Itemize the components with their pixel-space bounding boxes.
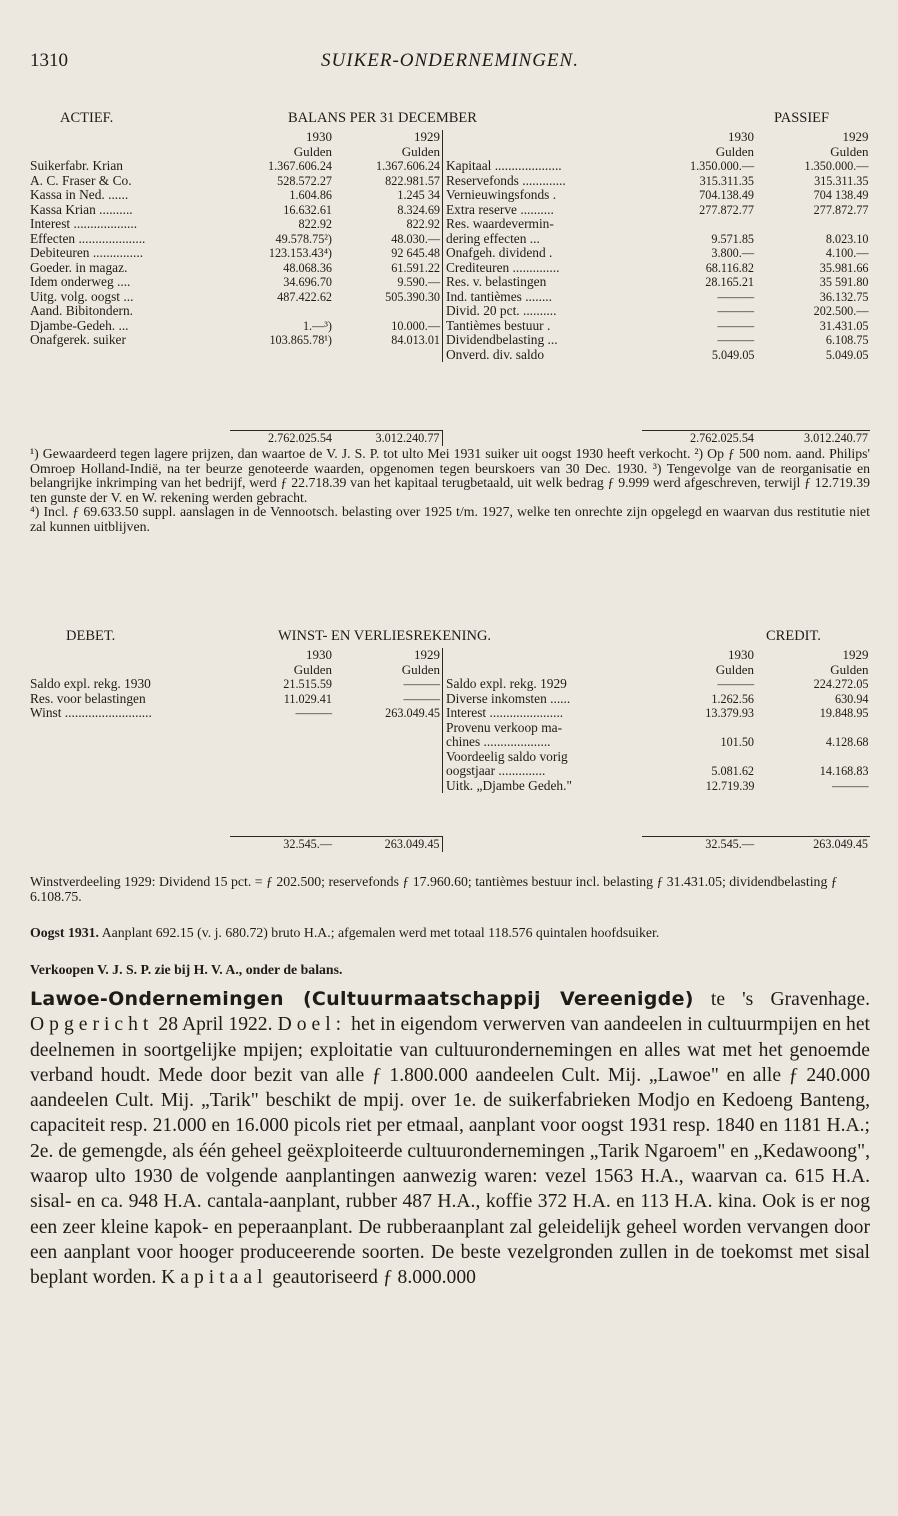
amount-1929: ———: [831, 778, 869, 793]
amount-1929: [334, 304, 442, 319]
amount-1930: 11.029.41: [283, 691, 332, 706]
amount-1930: 68.116.82: [705, 260, 754, 275]
harvest-label: Oogst 1931.: [30, 925, 99, 940]
amount-1930: ———: [717, 333, 754, 347]
assets-rows: [30, 159, 442, 348]
credit-row: [443, 779, 871, 794]
credit-row: [443, 692, 871, 707]
liabilities-total-1930: 2.762.025.54: [642, 431, 756, 446]
row-label: dering effecten ...: [443, 232, 643, 247]
amount-1930: ———: [295, 706, 332, 720]
sales-note: [30, 962, 870, 977]
assets-table: [30, 130, 442, 348]
debit-table: [30, 648, 442, 721]
liability-row: [443, 290, 871, 305]
row-label: Res. v. belastingen: [443, 275, 643, 290]
amount-1930: 315.311.35: [699, 173, 754, 188]
assets-total-1929: 3.012.240.77: [334, 431, 442, 446]
company-entry: [30, 987, 870, 1291]
row-label: Onafgerek. suiker: [30, 333, 126, 347]
asset-row: [30, 232, 442, 247]
asset-row: [30, 290, 442, 305]
pl-right-title: CREDIT.: [766, 628, 821, 644]
amount-1930: 48.068.36: [283, 260, 332, 275]
amount-1930: 5.081.62: [711, 764, 754, 778]
amount-1929: 14.168.83: [819, 764, 869, 778]
year-header: 1929: [842, 648, 869, 662]
row-label: Goeder. in magaz.: [30, 260, 128, 275]
doel-label: Doel:: [277, 1014, 347, 1036]
credit-total-1930: 32.545.—: [642, 837, 756, 852]
opgericht-date: 28 April 1922.: [153, 1014, 278, 1036]
currency-header: Gulden: [401, 144, 440, 159]
amount-1930: 487.422.62: [277, 289, 332, 304]
amount-1930: 28.165.21: [705, 275, 754, 289]
amount-1930: 49.578.75²): [275, 231, 332, 246]
amount-1929: 704 138.49: [813, 188, 869, 202]
balance-right-title: PASSIEF: [774, 110, 830, 126]
asset-row: [30, 275, 442, 290]
pl-totals: [30, 836, 870, 852]
amount-1930: 16.632.61: [283, 202, 332, 217]
row-label: Saldo expl. rekg. 1930: [30, 677, 151, 691]
credit-table: [442, 648, 871, 793]
amount-1929: 10.000.—: [391, 318, 440, 333]
amount-1929: 263.049.45: [385, 706, 440, 720]
amount-1929: [757, 217, 871, 232]
amount-1929: 1.367.606.24: [376, 159, 440, 173]
amount-1929: 35.981.66: [819, 260, 869, 275]
debit-row: [30, 706, 442, 721]
year-header: 1930: [728, 130, 754, 144]
amount-1929: 4.128.68: [825, 735, 869, 749]
year-header: 1929: [842, 130, 869, 144]
row-label: Ind. tantièmes ........: [443, 290, 643, 305]
row-label: Diverse inkomsten ......: [443, 692, 643, 707]
amount-1929: 8.023.10: [825, 231, 869, 246]
credit-row: [443, 764, 871, 779]
liability-row: [443, 174, 871, 189]
row-label: Aand. Bibitondern.: [30, 304, 134, 318]
currency-header: Gulden: [293, 662, 332, 677]
asset-row: [30, 203, 442, 218]
amount-1929: 630.94: [834, 691, 869, 706]
credit-row: [443, 750, 871, 765]
year-header: 1929: [414, 130, 440, 144]
credit-rows: [443, 677, 871, 793]
liability-row: [443, 246, 871, 261]
currency-header: Gulden: [830, 144, 869, 159]
amount-1930: 13.379.93: [705, 706, 754, 720]
credit-row: [443, 735, 871, 750]
row-label: Tantièmes bestuur .: [443, 319, 643, 334]
row-label: Divid. 20 pct. ..........: [443, 304, 643, 319]
row-label: Crediteuren ..............: [443, 261, 643, 276]
amount-1930: 1.604.86: [289, 188, 332, 202]
page-header: [30, 50, 870, 76]
currency-header: Gulden: [830, 662, 869, 677]
amount-1930: 822.92: [298, 217, 332, 231]
footnote: ⁴) Incl. ƒ 69.633.50 suppl. aanslagen in de Vennootsch. belasting over 1925 t/m. 1927, welke ten onrechte zijn opgelegd en waarvan dus restitutie niet zal kunnen uitblijven.: [30, 504, 870, 534]
amount-1930: 12.719.39: [705, 778, 755, 793]
amount-1930: 103.865.78¹): [269, 333, 332, 347]
amount-1929: 202.500.—: [813, 304, 869, 318]
amount-1930: 34.696.70: [283, 275, 332, 289]
asset-row: [30, 304, 442, 319]
asset-row: [30, 261, 442, 276]
amount-1929: 61.591.22: [391, 260, 440, 275]
row-label: chines ....................: [443, 735, 643, 750]
debit-total-1929: 263.049.45: [334, 837, 442, 852]
amount-1929: ———: [403, 677, 440, 691]
liability-row: [443, 275, 871, 290]
amount-1929: 1.245 34: [397, 188, 440, 202]
balance-center-title: BALANS PER 31 DECEMBER: [288, 110, 477, 126]
debit-row: [30, 677, 442, 692]
amount-1929: 8.324.69: [397, 202, 440, 217]
debit-head: [30, 648, 442, 677]
row-label: Uitk. „Djambe Gedeh.": [443, 779, 643, 794]
row-label: Voordeelig saldo vorig: [443, 750, 643, 765]
amount-1929: ———: [403, 691, 440, 706]
company-description: het in eigendom verwerven van aandeelen in cultuurmpijen en het deelnemen in soortgelijke mpijen; exploitatie van cultuurondernemingen en alles wat met het genoemde verband houdt. Mede door bezit van alle ƒ 1.800.000 aandeelen Cult. Mij. „Lawoe" en alle ƒ 240.000 aandeelen Cult. Mij. „Tarik" beschikt de mpij. over 1e. de suikerfabrieken Modjo en Kedoeng Banteng, capaciteit resp. 21.000 en 16.000 picols riet per etmaal, aanplant voor oogst 1931 resp. 1840 en 1181 H.A.; 2e. de gemengde, als één geheel geëxploiteerde cultuurondernemingen „Tarik Ngaroem" en „Kedawoong", waarop ulto 1930 de volgende aanplantingen aanwezig waren: vezel 1563 H.A., waarvan ca. 615 H.A. sisal- en ca. 948 H.A. cantala-aanplant, rubber 487 H.A., koffie 372 H.A. en 113 H.A. kina. Ook is er nog een zeer kleine kapok- en peperaanplant. De rubberaanplant zal geleidelijk geheel worden vervangen door een aanplant voor hooger produceerende soorten. De beste vezelgronden zullen in de toekomst met sisal beplant worden.: [30, 1014, 870, 1289]
liability-row: [443, 319, 871, 334]
row-label: Vernieuwingsfonds .: [443, 188, 643, 203]
footnote: ¹) Gewaardeerd tegen lagere prijzen, dan waartoe de V. J. S. P. tot ulto Mei 1931 suiker uit oogst 1930 heeft verkocht. ²) Op ƒ 500 nom. aand. Philips' Omroep Holland-Indië, na ter beurze genoteerde waarden, opgenomen tegen beurskoers van 30 Dec. 1930. ³) Tengevolge van de reorganisatie en belangrijke inkrimping van het bedrijf, werd ƒ 22.718.39 van het kapitaal terugbetaald, uit welk bedrag ƒ 9.999 werd afgeschreven, terwijl ƒ 12.719.39 ten gunste der V. en W. rekening werden gebracht.: [30, 446, 870, 505]
row-label: Idem onderweg ....: [30, 275, 131, 289]
liability-row: [443, 159, 871, 174]
row-label: Onverd. div. saldo: [443, 348, 643, 363]
amount-1930: 704.138.49: [699, 188, 754, 202]
year-header: 1929: [414, 648, 440, 662]
amount-1930: 1.350.000.—: [690, 159, 754, 173]
company-name: Lawoe-Ondernemingen (Cultuurmaatschappij Vereenigde): [30, 988, 694, 1010]
balance-totals: [30, 430, 870, 446]
row-label: Kapitaal ....................: [443, 159, 643, 174]
amount-1930: [230, 304, 334, 319]
amount-1930: 277.872.77: [699, 202, 754, 217]
credit-total-1929: 263.049.45: [756, 837, 870, 852]
kapitaal-text: geautoriseerd ƒ 8.000.000: [267, 1267, 476, 1289]
opgericht-label: Opgericht: [30, 1014, 154, 1036]
amount-1930: 5.049.05: [711, 347, 755, 362]
liability-row: [443, 261, 871, 276]
debit-row: [30, 692, 442, 707]
asset-row: [30, 333, 442, 348]
amount-1929: 48.030.—: [391, 231, 440, 246]
asset-row: [30, 188, 442, 203]
row-label: Kassa Krian ..........: [30, 202, 133, 217]
amount-1929: 4.100.—: [825, 246, 869, 260]
amount-1930: ———: [717, 318, 754, 333]
profit-distribution-text: Winstverdeeling 1929: Dividend 15 pct. = ƒ 202.500; reservefonds ƒ 17.960.60; tantièmes bestuur incl. belasting ƒ 31.431.05; dividendbelasting ƒ 6.108.75.: [30, 874, 838, 904]
amount-1929: 822.981.57: [385, 173, 440, 188]
running-title: SUIKER-ONDERNEMINGEN.: [321, 50, 579, 71]
row-label: Reservefonds .............: [443, 174, 643, 189]
assets-head: [30, 130, 442, 159]
liabilities-table: [442, 130, 871, 362]
amount-1929: 6.108.75: [825, 333, 869, 347]
amount-1929: 92 645.48: [391, 246, 440, 260]
row-label: Provenu verkoop ma-: [443, 721, 643, 736]
amount-1930: [643, 750, 757, 765]
asset-row: [30, 217, 442, 232]
year-header: 1930: [728, 648, 754, 662]
amount-1930: [643, 217, 757, 232]
row-label: Uitg. volg. oogst ...: [30, 289, 134, 304]
liabilities-head: [443, 130, 871, 159]
row-label: Res. waardevermin-: [443, 217, 643, 232]
amount-1930: 9.571.85: [711, 231, 754, 246]
debit-rows: [30, 677, 442, 721]
profit-loss-account: [30, 628, 870, 858]
row-label: Djambe-Gedeh. ...: [30, 318, 129, 333]
row-label: Extra reserve ..........: [443, 203, 643, 218]
amount-1930: 1.262.56: [711, 691, 754, 706]
sales-text: Verkoopen V. J. S. P. zie bij H. V. A., onder de balans.: [30, 962, 343, 977]
liability-row: [443, 217, 871, 232]
amount-1929: 35 591.80: [819, 275, 869, 289]
amount-1929: 505.390.30: [385, 289, 440, 304]
amount-1930: 528.572.27: [277, 173, 332, 188]
amount-1930: 1.—³): [302, 318, 332, 333]
kapitaal-label: Kapitaal: [161, 1267, 268, 1289]
row-label: oogstjaar ..............: [443, 764, 643, 779]
amount-1930: [643, 721, 757, 736]
amount-1929: 822.92: [406, 217, 440, 231]
amount-1929: 315.311.35: [814, 173, 869, 188]
row-label: Suikerfabr. Krian: [30, 159, 123, 173]
pl-center-title: WINST- EN VERLIESREKENING.: [278, 628, 492, 644]
amount-1930: 101.50: [720, 735, 754, 749]
amount-1930: ———: [717, 677, 754, 691]
credit-row: [443, 677, 871, 692]
liabilities-rows: [443, 159, 871, 362]
amount-1929: 36.132.75: [819, 289, 869, 304]
liability-row: [443, 333, 871, 348]
liability-row: [443, 203, 871, 218]
amount-1929: 1.350.000.—: [804, 159, 869, 173]
assets-total-1930: 2.762.025.54: [230, 431, 334, 446]
amount-1929: 5.049.05: [825, 347, 869, 362]
liabilities-total-1929: 3.012.240.77: [756, 431, 870, 446]
credit-row: [443, 721, 871, 736]
amount-1929: [757, 721, 871, 736]
debit-total-1930: 32.545.—: [230, 837, 334, 852]
company-seat: te 's Gravenhage.: [693, 989, 870, 1010]
year-header: 1930: [306, 130, 332, 144]
row-label: Winst ..........................: [30, 706, 152, 720]
credit-head: [443, 648, 871, 677]
currency-header: Gulden: [293, 144, 332, 159]
row-label: Saldo expl. rekg. 1929: [443, 677, 643, 692]
amount-1929: [757, 750, 871, 765]
amount-1930: ———: [717, 289, 754, 304]
amount-1930: 123.153.43⁴): [268, 246, 332, 260]
harvest-text: Aanplant 692.15 (v. j. 680.72) bruto H.A.; afgemalen werd met totaal 118.576 quintalen hoofdsuiker.: [99, 925, 660, 940]
amount-1930: 3.800.—: [711, 246, 754, 260]
year-header: 1930: [306, 648, 332, 662]
liability-row: [443, 304, 871, 319]
amount-1929: 277.872.77: [813, 202, 869, 217]
profit-distribution: [30, 874, 870, 904]
currency-header: Gulden: [715, 662, 754, 677]
row-label: Kassa in Ned. ......: [30, 188, 129, 202]
asset-row: [30, 174, 442, 189]
amount-1930: 21.515.59: [283, 677, 332, 691]
amount-1929: 9.590.—: [397, 275, 440, 289]
row-label: Debiteuren ...............: [30, 246, 144, 260]
row-label: Effecten ....................: [30, 231, 146, 246]
amount-1929: 84.013.01: [391, 333, 440, 347]
asset-row: [30, 246, 442, 261]
row-label: Res. voor belastingen: [30, 691, 146, 706]
amount-1929: 224.272.05: [813, 677, 869, 691]
amount-1929: 31.431.05: [819, 318, 869, 333]
credit-row: [443, 706, 871, 721]
row-label: Dividendbelasting ...: [443, 333, 643, 348]
asset-row: [30, 319, 442, 334]
liability-row: [443, 232, 871, 247]
amount-1930: ———: [717, 304, 754, 318]
balance-sheet: [30, 110, 870, 450]
page-number: 1310: [30, 50, 68, 71]
amount-1930: 1.367.606.24: [268, 159, 332, 173]
balance-left-title: ACTIEF.: [60, 110, 114, 126]
liability-row: [443, 348, 871, 363]
asset-row: [30, 159, 442, 174]
row-label: Interest ......................: [443, 706, 643, 721]
row-label: A. C. Fraser & Co.: [30, 173, 132, 188]
balance-footnotes: [30, 447, 870, 535]
row-label: Interest ...................: [30, 217, 138, 231]
harvest-note: [30, 925, 870, 940]
amount-1929: 19.848.95: [819, 706, 869, 720]
currency-header: Gulden: [401, 662, 440, 677]
currency-header: Gulden: [715, 144, 754, 159]
liability-row: [443, 188, 871, 203]
row-label: Onafgeh. dividend .: [443, 246, 643, 261]
pl-left-title: DEBET.: [66, 628, 116, 644]
